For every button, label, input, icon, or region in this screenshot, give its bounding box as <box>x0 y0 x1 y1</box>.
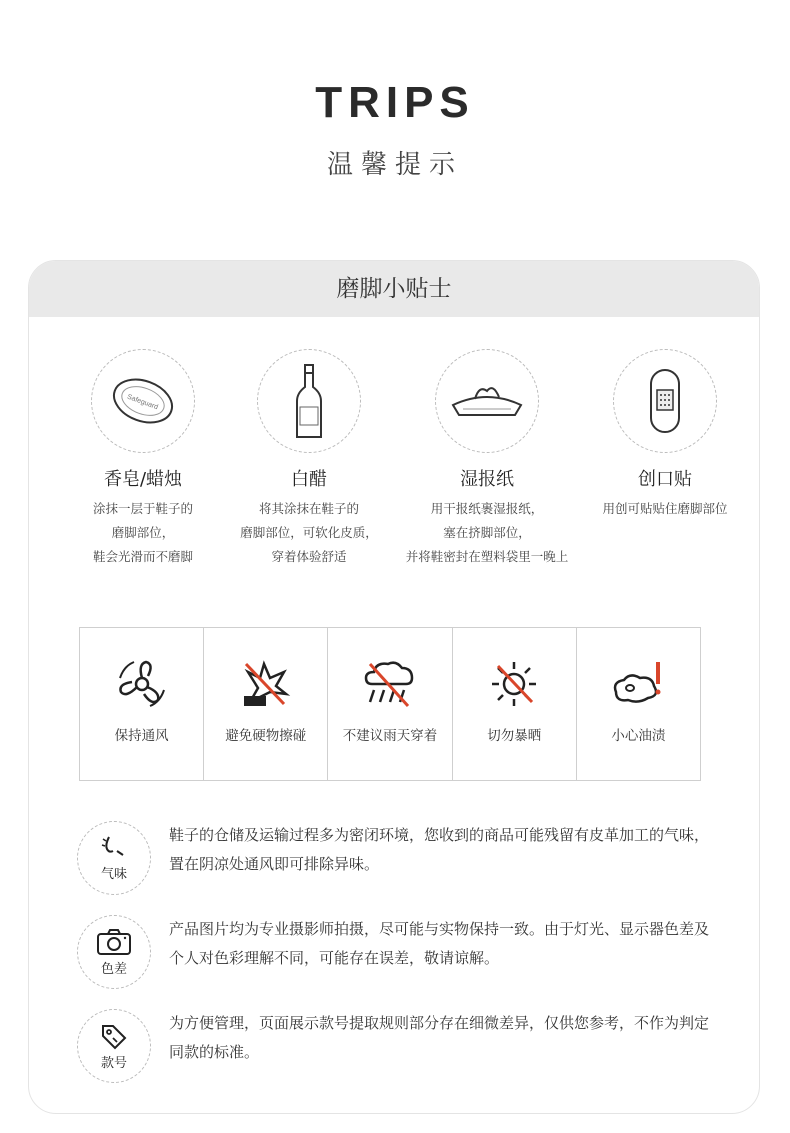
warning-ventilate <box>80 628 204 780</box>
no-rain-icon <box>362 658 418 710</box>
warning-no-rain <box>328 628 452 780</box>
note-style-number <box>77 1009 717 1089</box>
note-text: 鞋子的仓储及运输过程多为密闭环境，您收到的商品可能残留有皮革加工的气味，置在阴凉处通风即可排除异味。 <box>169 826 710 873</box>
warning-label: 切勿暴晒 <box>487 728 542 744</box>
tip-vinegar <box>219 349 399 569</box>
note-badge <box>77 1009 151 1083</box>
warning-no-sun <box>453 628 577 780</box>
tip-title: 白醋 <box>291 469 327 490</box>
no-collision-icon <box>240 658 292 710</box>
tip-title: 创口贴 <box>638 469 692 490</box>
note-text: 为方便管理，页面展示款号提取规则部分存在细微差异，仅供您参考，不作为判定同款的标准。 <box>169 1014 710 1061</box>
note-text: 产品图片均为专业摄影师拍摄，尽可能与实物保持一致。由于灯光、显示器色差及个人对色彩理解不同，可能存在误差，敬请谅解。 <box>169 920 710 967</box>
card-heading: 磨脚小贴士 <box>29 261 759 317</box>
tip-description: 用干报纸裹湿报纸， 塞在挤脚部位， 并将鞋密封在塑料袋里一晚上 <box>405 501 569 564</box>
warning-label: 不建议雨天穿着 <box>342 728 438 744</box>
warning-label: 避免硬物擦碰 <box>225 728 307 744</box>
wet-tissue-icon <box>435 349 539 453</box>
warning-oil-stain <box>577 628 700 780</box>
tip-description: 将其涂抹在鞋子的 磨脚部位，可软化皮质， 穿着体验舒适 <box>240 501 378 564</box>
warning-label: 保持通风 <box>114 728 169 744</box>
care-warnings-grid <box>79 627 701 781</box>
note-label: 色差 <box>100 961 127 977</box>
tip-soap <box>53 349 233 569</box>
note-badge <box>77 915 151 989</box>
smell-icon <box>99 835 129 861</box>
page-subtitle: 温馨提示 <box>326 150 463 180</box>
tip-title: 湿报纸 <box>460 469 514 490</box>
tip-description: 用创可贴贴住磨脚部位 <box>602 501 728 516</box>
page-title: TRIPS <box>315 78 475 127</box>
warning-label: 小心油渍 <box>611 728 666 744</box>
bandage-icon <box>613 349 717 453</box>
camera-icon <box>96 928 132 956</box>
tip-title: 香皂/蜡烛 <box>103 469 183 490</box>
tip-bandage <box>575 349 755 521</box>
soap-brand-text: Safeguard <box>126 393 159 412</box>
tip-wet-paper <box>397 349 577 569</box>
no-sun-icon <box>488 658 540 710</box>
note-label: 气味 <box>100 866 127 882</box>
note-badge <box>77 821 151 895</box>
vinegar-bottle-icon <box>257 349 361 453</box>
tag-icon <box>99 1022 129 1050</box>
note-label: 款号 <box>100 1055 127 1071</box>
tip-description: 涂抹一层于鞋子的 磨脚部位， 鞋会光滑而不磨脚 <box>92 501 193 564</box>
note-smell <box>77 821 717 901</box>
oil-stain-icon <box>608 658 668 710</box>
tips-card <box>28 260 760 1114</box>
warning-no-collision <box>204 628 328 780</box>
fan-icon <box>116 658 168 710</box>
note-color-difference <box>77 915 717 995</box>
soap-icon <box>91 349 195 453</box>
